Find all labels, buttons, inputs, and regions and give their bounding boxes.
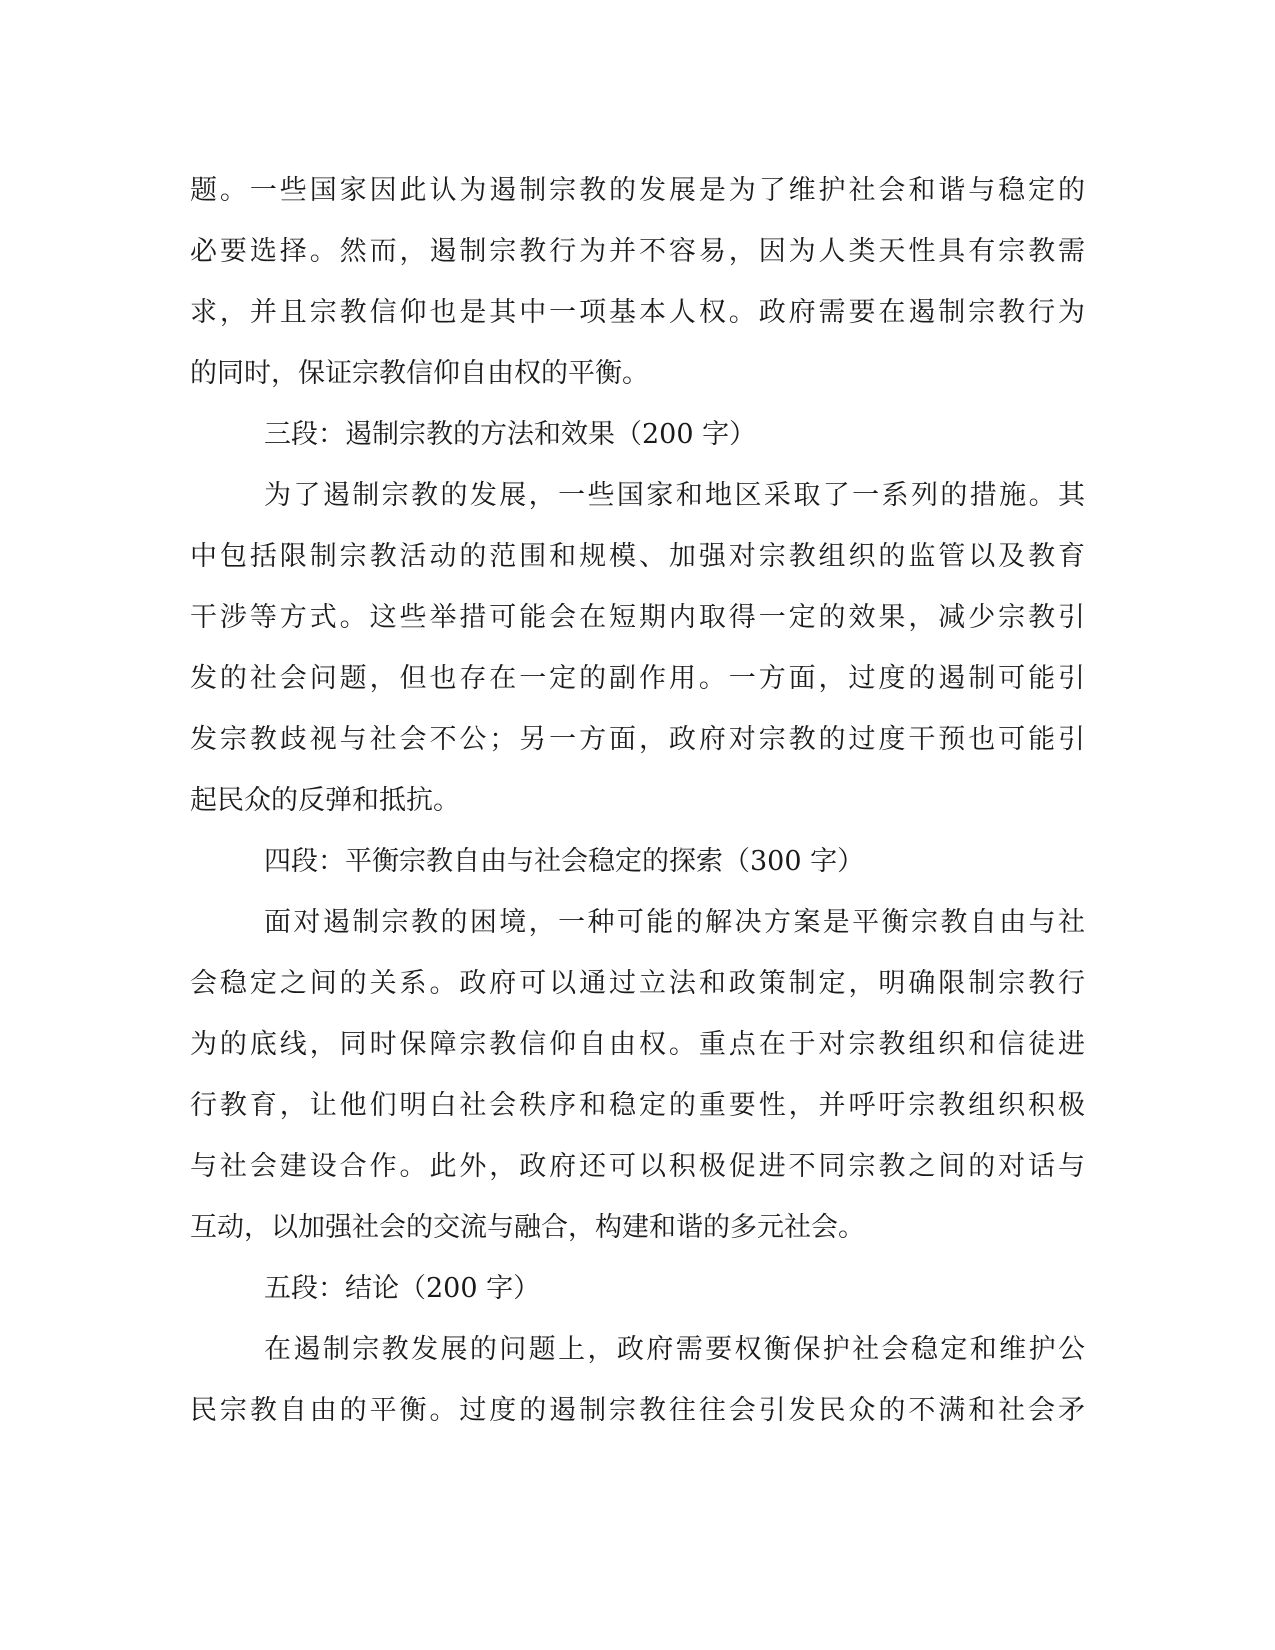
paragraph-line: 必要选择。然而，遏制宗教行为并不容易，因为人类天性具有宗教需	[190, 236, 1085, 267]
paragraph-line: 求，并且宗教信仰也是其中一项基本人权。政府需要在遏制宗教行为	[190, 297, 1085, 328]
paragraph-line: 会稳定之间的关系。政府可以通过立法和政策制定，明确限制宗教行	[190, 968, 1085, 999]
paragraph-line: 发的社会问题，但也存在一定的副作用。一方面，过度的遏制可能引	[190, 663, 1085, 694]
paragraph-line: 在遏制宗教发展的问题上，政府需要权衡保护社会稳定和维护公	[264, 1334, 1085, 1365]
paragraph-line: 起民众的反弹和抵抗。	[190, 785, 460, 816]
paragraph-line: 干涉等方式。这些举措可能会在短期内取得一定的效果，减少宗教引	[190, 602, 1085, 633]
section-heading-5: 五段：结论（200 字）	[264, 1273, 541, 1304]
paragraph-line: 行教育，让他们明白社会秩序和稳定的重要性，并呼吁宗教组织积极	[190, 1090, 1085, 1121]
section-heading-4: 四段：平衡宗教自由与社会稳定的探索（300 字）	[264, 846, 865, 877]
paragraph-line: 为了遏制宗教的发展，一些国家和地区采取了一系列的措施。其	[264, 480, 1085, 511]
paragraph-line: 面对遏制宗教的困境，一种可能的解决方案是平衡宗教自由与社	[264, 907, 1085, 938]
paragraph-line: 与社会建设合作。此外，政府还可以积极促进不同宗教之间的对话与	[190, 1151, 1085, 1182]
paragraph-line: 互动，以加强社会的交流与融合，构建和谐的多元社会。	[190, 1212, 865, 1243]
paragraph-line: 发宗教歧视与社会不公；另一方面，政府对宗教的过度干预也可能引	[190, 724, 1085, 755]
section-heading-3: 三段：遏制宗教的方法和效果（200 字）	[264, 419, 757, 450]
paragraph-line: 为的底线，同时保障宗教信仰自由权。重点在于对宗教组织和信徒进	[190, 1029, 1085, 1060]
paragraph-line: 题。一些国家因此认为遏制宗教的发展是为了维护社会和谐与稳定的	[190, 175, 1085, 206]
paragraph-line: 民宗教自由的平衡。过度的遏制宗教往往会引发民众的不满和社会矛	[190, 1395, 1085, 1426]
document-body	[190, 160, 1085, 1441]
paragraph-line: 中包括限制宗教活动的范围和规模、加强对宗教组织的监管以及教育	[190, 541, 1085, 572]
paragraph-line: 的同时，保证宗教信仰自由权的平衡。	[190, 358, 649, 389]
